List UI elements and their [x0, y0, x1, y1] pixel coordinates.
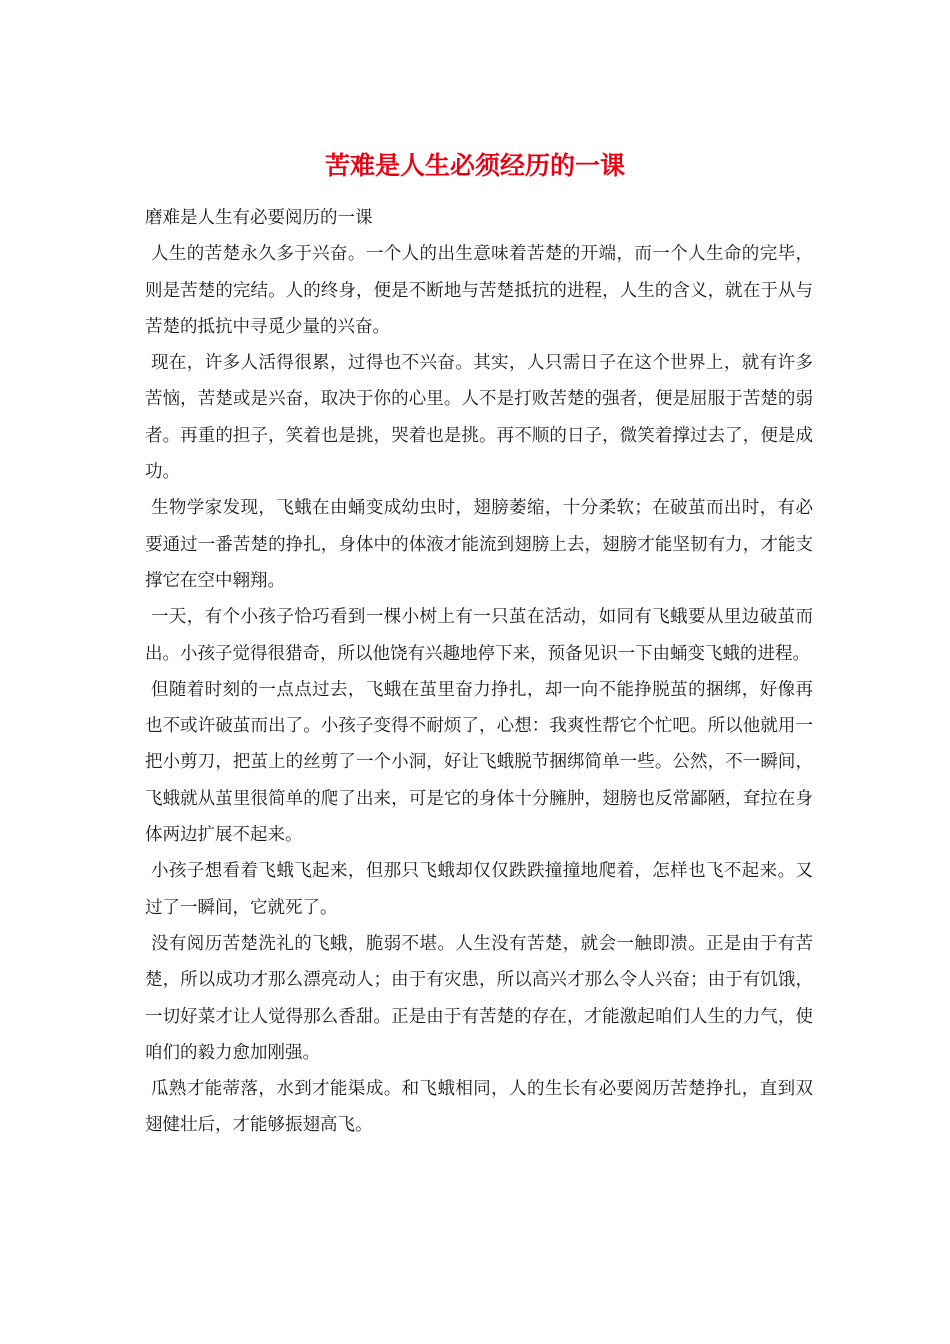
paragraph: 现在，许多人活得很累，过得也不兴奋。其实，人只需日子在这个世界上，就有许多苦恼，苦楚或是兴奋，取决于你的心里。人不是打败苦楚的强者，便是屈服于苦楚的弱者。再重的担子，笑着也是挑，哭着也是挑。再不顺的日子，微笑着撑过去了，便是成功。 [145, 353, 813, 483]
paragraph: 没有阅历苦楚洗礼的飞蛾，脆弱不堪。人生没有苦楚，就会一触即溃。正是由于有苦楚，所以成功才那么漂亮动人；由于有灾患，所以高兴才那么令人兴奋；由于有饥饿，一切好菜才让人觉得那么香甜。正是由于有苦楚的存在，才能激起咱们人生的力气，使咱们的毅力愈加刚强。 [145, 933, 813, 1063]
document-title: 苦难是人生必须经历的一课 [324, 151, 625, 180]
paragraph: 生物学家发现，飞蛾在由蛹变成幼虫时，翅膀萎缩，十分柔软；在破茧而出时，有必要通过一番苦楚的挣扎，身体中的体液才能流到翅膀上去，翅膀才能坚韧有力，才能支撑它在空中翱翔。 [145, 498, 813, 591]
document-subtitle: 磨难是人生有必要阅历的一课 [145, 208, 373, 228]
paragraph: 但随着时刻的一点点过去，飞蛾在茧里奋力挣扎，却一向不能挣脱茧的捆绑，好像再也不或许破茧而出了。小孩子变得不耐烦了，心想：我爽性帮它个忙吧。所以他就用一把小剪刀，把茧上的丝剪了一个小洞，好让飞蛾脱节捆绑简单一些。公然，不一瞬间，飞蛾就从茧里很简单的爬了出来，可是它的身体十分臃肿，翅膀也反常鄙陋，耷拉在身体两边扩展不起来。 [145, 679, 813, 846]
paragraph: 人生的苦楚永久多于兴奋。一个人的出生意味着苦楚的开端，而一个人生命的完毕，则是苦楚的完结。人的终身，便是不断地与苦楚抵抗的进程，人生的含义，就在于从与苦楚的抵抗中寻觅少量的兴奋。 [145, 244, 813, 337]
document-body [145, 200, 813, 1144]
paragraph: 小孩子想看着飞蛾飞起来，但那只飞蛾却仅仅跌跌撞撞地爬着，怎样也飞不起来。又过了一瞬间，它就死了。 [145, 861, 813, 918]
paragraph: 瓜熟才能蒂落，水到才能渠成。和飞蛾相同，人的生长有必要阅历苦楚挣扎，直到双翅健壮后，才能够振翅高飞。 [145, 1079, 813, 1136]
paragraph: 一天，有个小孩子恰巧看到一棵小树上有一只茧在活动，如同有飞蛾要从里边破茧而出。小孩子觉得很猎奇，所以他饶有兴趣地停下来，预备见识一下由蛹变飞蛾的进程。 [145, 607, 813, 664]
